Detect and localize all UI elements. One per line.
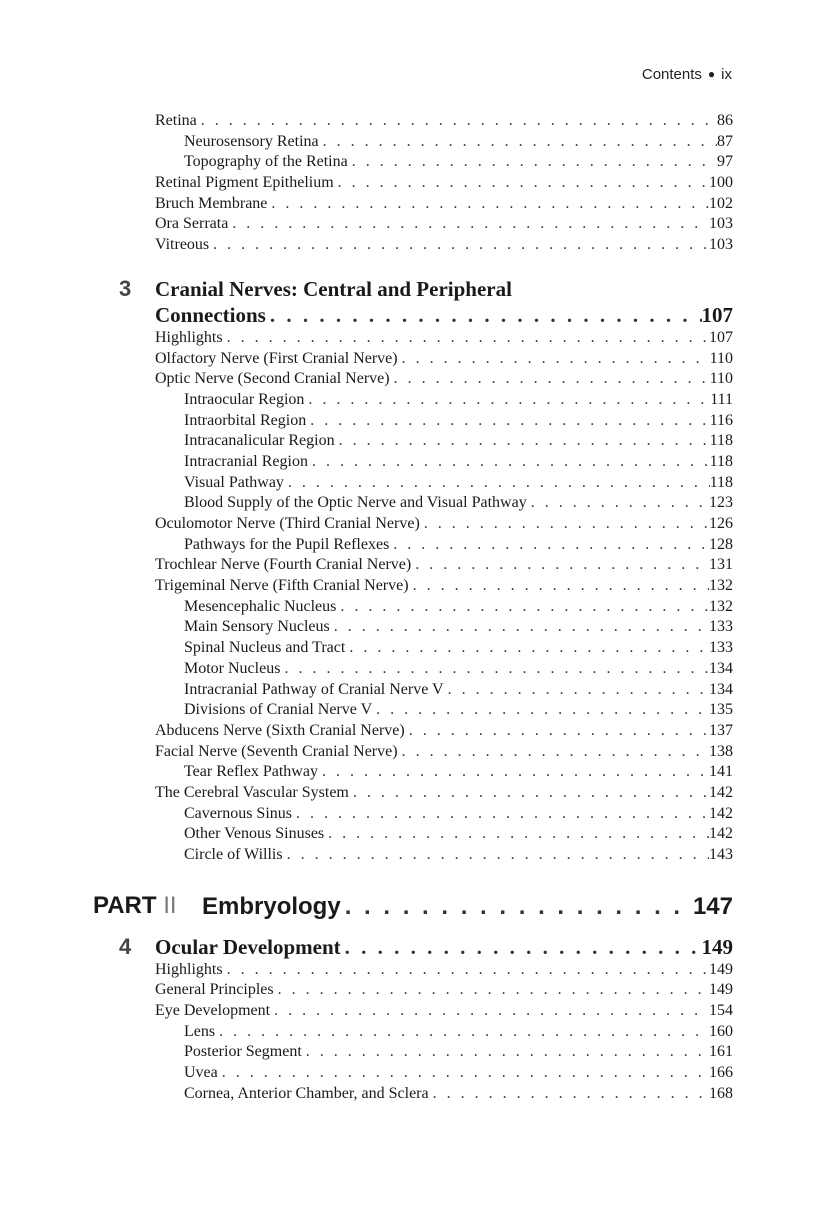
toc-entry-page-number: 166 <box>709 1064 733 1082</box>
toc-entry-page-number: 137 <box>709 721 733 739</box>
chapter-4-heading[interactable] <box>119 933 733 960</box>
toc-entry[interactable] <box>155 535 733 556</box>
toc-entry-title: Blood Supply of the Optic Nerve and Visual Pathway <box>184 494 527 512</box>
toc-entry-page-number: 131 <box>709 556 733 574</box>
bullet-separator: ● <box>707 67 716 81</box>
dot-leader <box>348 152 717 173</box>
toc-entry-page-number: 87 <box>717 132 733 150</box>
chapter-title-line-1: Cranial Nerves: Central and Peripheral <box>155 276 512 301</box>
toc-entry-page-number: 135 <box>709 701 733 719</box>
toc-entry[interactable] <box>155 980 733 1001</box>
toc-entry[interactable] <box>155 742 733 763</box>
table-of-contents <box>93 111 733 1105</box>
toc-entry-page-number: 161 <box>709 1043 733 1061</box>
toc-entry-title: Circle of Willis <box>184 846 283 863</box>
toc-entry[interactable] <box>155 349 733 370</box>
chapter-number: 3 <box>119 275 132 301</box>
toc-entry-page-number: 103 <box>709 236 733 254</box>
dot-leader <box>318 762 709 783</box>
toc-entry-page-number: 118 <box>709 473 733 491</box>
toc-entry-page-number: 142 <box>709 783 733 801</box>
toc-entry-title: General Principles <box>155 981 274 999</box>
toc-entry-title: Vitreous <box>155 236 210 254</box>
dot-leader <box>429 1084 709 1105</box>
toc-entry-page-number: 154 <box>709 1002 733 1020</box>
part-page-number: 147 <box>692 892 733 920</box>
dot-leader <box>292 804 709 825</box>
running-header-page-number: ix <box>721 66 732 83</box>
dot-leader <box>405 721 709 742</box>
toc-entry[interactable] <box>155 804 733 825</box>
toc-entry-title: Other Venous Sinuses <box>184 825 325 843</box>
dot-leader <box>302 1042 709 1063</box>
toc-entry-page-number: 102 <box>709 194 733 212</box>
toc-entry[interactable] <box>155 576 733 597</box>
toc-entry-page-number: 97 <box>717 153 733 171</box>
toc-entry-page-number: 141 <box>709 763 733 781</box>
part-title-row <box>155 892 733 922</box>
toc-entry-title: Trigeminal Nerve (Fifth Cranial Nerve) <box>155 577 409 595</box>
toc-entry[interactable] <box>155 638 733 659</box>
dot-leader <box>324 824 709 845</box>
toc-entry-title: Highlights <box>155 960 223 978</box>
toc-entry-title: Abducens Nerve (Sixth Cranial Nerve) <box>155 721 405 739</box>
toc-entry-title: Main Sensory Nucleus <box>184 618 330 636</box>
running-header-section: Contents <box>641 66 702 83</box>
toc-entry-title: Intraorbital Region <box>184 411 307 429</box>
toc-entry[interactable] <box>155 493 733 514</box>
toc-entry[interactable] <box>155 452 733 473</box>
toc-entry[interactable] <box>155 845 733 866</box>
dot-leader <box>197 111 717 132</box>
dot-leader <box>304 390 710 411</box>
part-label <box>93 892 177 920</box>
dot-leader <box>218 1063 709 1084</box>
toc-entry-title: Bruch Membrane <box>155 194 268 212</box>
running-header <box>642 66 732 83</box>
toc-entry[interactable] <box>155 1084 733 1105</box>
dot-leader <box>409 576 709 597</box>
toc-entry[interactable] <box>155 473 733 494</box>
toc-entry[interactable] <box>155 700 733 721</box>
chapter-3-heading[interactable] <box>119 275 733 328</box>
toc-entry[interactable] <box>155 390 733 411</box>
toc-entry[interactable] <box>155 617 733 638</box>
toc-entry-page-number: 134 <box>709 659 733 677</box>
part-word: PART <box>93 891 157 919</box>
dot-leader <box>223 328 709 349</box>
dot-leader <box>411 555 709 576</box>
toc-entry-page-number: 110 <box>709 349 733 367</box>
toc-entry-title: Pathways for the Pupil Reflexes <box>184 535 390 553</box>
dot-leader <box>215 1022 709 1043</box>
toc-entry[interactable] <box>155 680 733 701</box>
toc-entry-title: Facial Nerve (Seventh Cranial Nerve) <box>155 742 398 760</box>
toc-entry-title: Olfactory Nerve (First Cranial Nerve) <box>155 349 398 367</box>
dot-leader <box>223 960 709 981</box>
toc-entry-title: The Cerebral Vascular System <box>155 783 349 801</box>
dot-leader <box>390 369 710 390</box>
chapter-3-entries <box>155 328 733 866</box>
toc-entry-title: Intraocular Region <box>184 390 305 408</box>
toc-entry[interactable] <box>155 960 733 981</box>
toc-entry-page-number: 100 <box>709 174 733 192</box>
toc-entry-page-number: 132 <box>709 577 733 595</box>
toc-entry-title: Divisions of Cranial Nerve V <box>184 701 373 719</box>
toc-entry-page-number: 149 <box>709 960 733 978</box>
dot-leader <box>267 194 709 215</box>
dot-leader <box>335 431 710 452</box>
dot-leader <box>270 1001 709 1022</box>
toc-entry[interactable] <box>155 783 733 804</box>
toc-entry-page-number: 103 <box>709 215 733 233</box>
dot-leader <box>308 452 710 473</box>
toc-entry[interactable] <box>155 235 733 256</box>
dot-leader <box>306 411 709 432</box>
dot-leader <box>280 659 709 680</box>
toc-entry-page-number: 128 <box>709 535 733 553</box>
toc-entry-page-number: 118 <box>709 452 733 470</box>
toc-entry-title: Visual Pathway <box>184 473 284 491</box>
dot-leader <box>345 638 709 659</box>
toc-entry[interactable] <box>155 1042 733 1063</box>
toc-entry-page-number: 133 <box>709 618 733 636</box>
toc-entry[interactable] <box>155 328 733 349</box>
chapter-title-row <box>155 934 733 960</box>
toc-entry-page-number: 134 <box>709 680 733 698</box>
chapter-title: Ocular Development <box>155 934 341 959</box>
toc-entry-title: Oculomotor Nerve (Third Cranial Nerve) <box>155 515 420 532</box>
dot-leader <box>274 980 709 1001</box>
toc-entry[interactable] <box>155 1022 733 1043</box>
toc-entry[interactable] <box>155 514 733 535</box>
toc-entry-title: Optic Nerve (Second Cranial Nerve) <box>155 370 390 388</box>
toc-top-entries <box>155 111 733 256</box>
dot-leader <box>398 742 709 763</box>
toc-entry-title: Cornea, Anterior Chamber, and Sclera <box>184 1084 429 1102</box>
dot-leader <box>228 214 709 235</box>
toc-entry-title: Trochlear Nerve (Fourth Cranial Nerve) <box>155 556 412 574</box>
toc-entry-page-number: 116 <box>709 411 733 429</box>
toc-entry-title: Retinal Pigment Epithelium <box>155 174 334 192</box>
toc-entry[interactable] <box>155 369 733 390</box>
toc-entry-title: Highlights <box>155 328 223 346</box>
toc-entry-page-number: 160 <box>709 1022 733 1040</box>
part-title: Embryology <box>202 892 341 920</box>
toc-entry-title: Motor Nucleus <box>184 659 281 677</box>
toc-entry[interactable] <box>155 824 733 845</box>
dot-leader <box>330 617 709 638</box>
dot-leader <box>336 597 709 618</box>
toc-entry-page-number: 111 <box>710 390 733 408</box>
dot-leader <box>444 680 709 701</box>
toc-entry-page-number: 149 <box>709 981 733 999</box>
toc-entry-title: Tear Reflex Pathway <box>184 763 318 781</box>
dot-leader <box>319 132 717 153</box>
toc-entry-page-number: 133 <box>709 639 733 657</box>
toc-entry[interactable] <box>155 173 733 194</box>
part-number: II <box>163 891 177 919</box>
toc-entry-page-number: 126 <box>709 515 733 532</box>
toc-entry-title: Neurosensory Retina <box>184 132 319 150</box>
toc-entry[interactable] <box>155 762 733 783</box>
toc-entry-title: Lens <box>184 1022 216 1040</box>
toc-entry-page-number: 110 <box>709 370 733 388</box>
dot-leader <box>341 934 702 960</box>
toc-entry-title: Eye Development <box>155 1002 271 1020</box>
chapter-4-entries <box>155 960 733 1105</box>
toc-entry-title: Intracanalicular Region <box>184 432 335 450</box>
dot-leader <box>398 349 710 370</box>
toc-entry-title: Retina <box>155 112 197 129</box>
dot-leader <box>527 493 709 514</box>
toc-entry-page-number: 142 <box>709 804 733 822</box>
toc-entry-page-number: 123 <box>709 494 733 512</box>
dot-leader <box>283 845 709 866</box>
toc-entry[interactable] <box>155 194 733 215</box>
toc-entry-title: Posterior Segment <box>184 1043 302 1061</box>
toc-entry[interactable] <box>155 214 733 235</box>
dot-leader <box>389 535 709 556</box>
toc-entry-page-number: 143 <box>709 846 733 863</box>
chapter-number: 4 <box>119 933 132 959</box>
toc-entry[interactable] <box>155 411 733 432</box>
chapter-title-row <box>155 302 733 328</box>
toc-entry-page-number: 132 <box>709 597 733 615</box>
toc-entry-title: Ora Serrata <box>155 215 229 233</box>
dot-leader <box>372 700 709 721</box>
toc-entry-page-number: 86 <box>717 112 733 129</box>
toc-entry-page-number: 107 <box>709 328 733 346</box>
toc-entry-title: Topography of the Retina <box>184 153 348 171</box>
toc-entry[interactable] <box>155 555 733 576</box>
toc-entry-title: Intracranial Pathway of Cranial Nerve V <box>184 680 444 698</box>
dot-leader <box>266 302 702 328</box>
toc-entry-page-number: 138 <box>709 742 733 760</box>
toc-entry-title: Mesencephalic Nucleus <box>184 597 337 615</box>
dot-leader <box>334 173 709 194</box>
toc-entry[interactable] <box>155 152 733 173</box>
toc-entry-page-number: 168 <box>709 1084 733 1102</box>
toc-entry-page-number: 118 <box>709 432 733 450</box>
dot-leader <box>349 783 709 804</box>
toc-entry[interactable] <box>155 431 733 452</box>
toc-entry[interactable] <box>155 111 733 132</box>
toc-entry-title: Cavernous Sinus <box>184 804 292 822</box>
toc-entry-title: Uvea <box>184 1064 218 1082</box>
toc-entry[interactable] <box>155 721 733 742</box>
dot-leader <box>209 235 709 256</box>
chapter-title-line-2: Connections <box>155 302 266 327</box>
toc-entry[interactable] <box>155 659 733 680</box>
dot-leader <box>341 892 693 922</box>
dot-leader <box>284 473 710 494</box>
toc-entry-title: Intracranial Region <box>184 452 308 470</box>
dot-leader <box>420 514 709 535</box>
toc-entry[interactable] <box>155 597 733 618</box>
toc-entry[interactable] <box>155 1001 733 1022</box>
toc-entry-page-number: 142 <box>709 825 733 843</box>
chapter-page-number: 149 <box>701 934 733 959</box>
toc-entry[interactable] <box>155 132 733 153</box>
chapter-page-number: 107 <box>701 302 733 327</box>
toc-entry-title: Spinal Nucleus and Tract <box>184 639 346 657</box>
part-2-heading[interactable] <box>93 891 733 922</box>
toc-entry[interactable] <box>155 1063 733 1084</box>
